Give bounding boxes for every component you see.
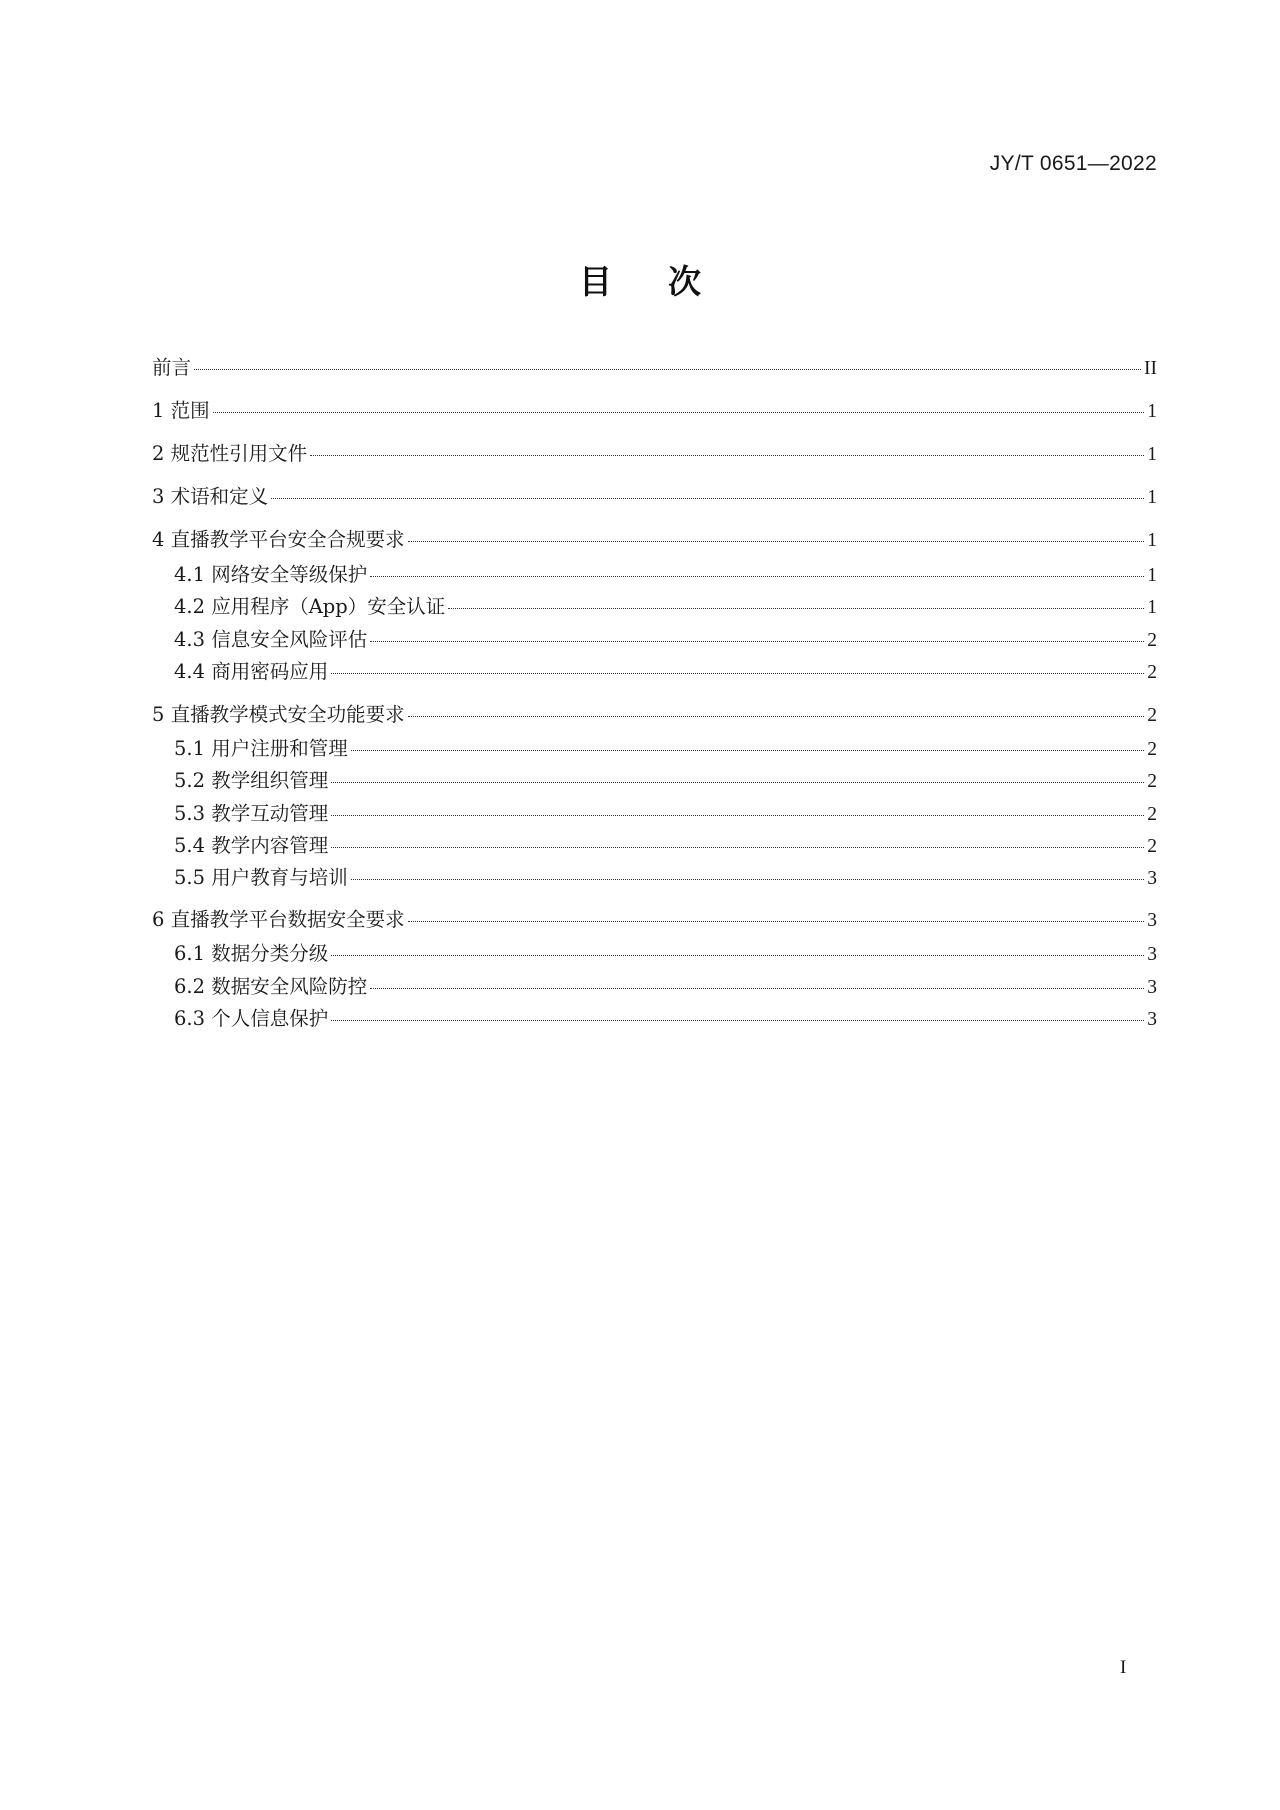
toc-entry-page: 2 bbox=[1147, 662, 1157, 683]
toc-entry-page: 3 bbox=[1147, 977, 1157, 998]
toc-entry-label: 4.4 商用密码应用 bbox=[174, 660, 329, 683]
toc-entry[interactable] bbox=[174, 974, 1157, 1001]
toc-entry-page: 1 bbox=[1147, 565, 1157, 586]
toc-entry-label: 4.2 应用程序（App）安全认证 bbox=[174, 595, 446, 618]
toc-leader-dots bbox=[370, 576, 1144, 577]
toc-leader-dots bbox=[331, 955, 1144, 956]
toc-entry[interactable] bbox=[174, 941, 1157, 968]
toc-entry-page: 2 bbox=[1147, 630, 1157, 651]
toc-entry-page: 2 bbox=[1147, 739, 1157, 760]
toc-leader-dots bbox=[448, 608, 1144, 609]
toc-leader-dots bbox=[310, 455, 1144, 456]
toc-entry-page: 1 bbox=[1147, 444, 1157, 465]
toc-entry[interactable] bbox=[174, 594, 1157, 621]
toc-entry[interactable] bbox=[174, 659, 1157, 686]
toc-leader-dots bbox=[331, 847, 1144, 848]
toc-entry[interactable] bbox=[174, 1006, 1157, 1033]
toc-entry-label: 5.2 教学组织管理 bbox=[174, 769, 329, 792]
toc-entry-page: 2 bbox=[1147, 771, 1157, 792]
toc-entry-label: 4 直播教学平台安全合规要求 bbox=[152, 528, 405, 551]
toc-entry[interactable] bbox=[174, 865, 1157, 892]
toc-entry-label: 3 术语和定义 bbox=[152, 485, 269, 508]
toc-entry-page: 3 bbox=[1147, 944, 1157, 965]
toc-entry-label: 6.1 数据分类分级 bbox=[174, 942, 329, 965]
toc-entry-page: II bbox=[1144, 358, 1157, 379]
document-code: JY/T 0651—2022 bbox=[989, 152, 1157, 175]
toc-entry-label: 5.3 教学互动管理 bbox=[174, 802, 329, 825]
toc-entry[interactable] bbox=[152, 702, 1157, 729]
toc-entry-label: 5.4 教学内容管理 bbox=[174, 834, 329, 857]
page-title: 目次 bbox=[579, 262, 757, 301]
toc-entry-page: 2 bbox=[1147, 836, 1157, 857]
toc-leader-dots bbox=[370, 641, 1144, 642]
toc-leader-dots bbox=[194, 369, 1141, 370]
toc-leader-dots bbox=[408, 716, 1145, 717]
toc-entry-page: 1 bbox=[1147, 597, 1157, 618]
toc-entry-label: 4.1 网络安全等级保护 bbox=[174, 563, 368, 586]
toc-leader-dots bbox=[213, 412, 1145, 413]
toc-entry[interactable] bbox=[152, 355, 1157, 382]
toc-entry-page: 1 bbox=[1147, 530, 1157, 551]
toc-leader-dots bbox=[271, 498, 1144, 499]
toc-entry-label: 6 直播教学平台数据安全要求 bbox=[152, 908, 405, 931]
toc-entry-label: 前言 bbox=[152, 356, 192, 379]
toc-entry-page: 3 bbox=[1147, 910, 1157, 931]
toc-entry-page: 1 bbox=[1147, 401, 1157, 422]
toc-entry[interactable] bbox=[152, 441, 1157, 468]
toc-entry[interactable] bbox=[174, 736, 1157, 763]
toc-entry-label: 6.3 个人信息保护 bbox=[174, 1007, 329, 1030]
toc-entry-page: 2 bbox=[1147, 705, 1157, 726]
toc-entry-page: 1 bbox=[1147, 487, 1157, 508]
toc-entry[interactable] bbox=[152, 907, 1157, 934]
toc-leader-dots bbox=[351, 879, 1145, 880]
toc-entry-page: 3 bbox=[1147, 1009, 1157, 1030]
toc-leader-dots bbox=[408, 921, 1145, 922]
toc-entry[interactable] bbox=[174, 627, 1157, 654]
toc-entry-label: 5.5 用户教育与培训 bbox=[174, 866, 348, 889]
toc-leader-dots bbox=[331, 1020, 1144, 1021]
toc-entry-page: 3 bbox=[1147, 868, 1157, 889]
toc-leader-dots bbox=[351, 750, 1145, 751]
toc-leader-dots bbox=[331, 782, 1144, 783]
toc-leader-dots bbox=[370, 988, 1144, 989]
toc-entry-label: 1 范围 bbox=[152, 399, 210, 422]
toc-entry[interactable] bbox=[152, 398, 1157, 425]
toc-entry[interactable] bbox=[152, 527, 1157, 554]
toc-entry[interactable] bbox=[174, 833, 1157, 860]
toc-entry-label: 4.3 信息安全风险评估 bbox=[174, 628, 368, 651]
toc-leader-dots bbox=[408, 541, 1145, 542]
toc-leader-dots bbox=[331, 815, 1144, 816]
toc-leader-dots bbox=[331, 673, 1144, 674]
toc-entry-page: 2 bbox=[1147, 804, 1157, 825]
toc-entry-label: 2 规范性引用文件 bbox=[152, 442, 308, 465]
toc-entry[interactable] bbox=[174, 768, 1157, 795]
toc-entry[interactable] bbox=[174, 801, 1157, 828]
toc-entry-label: 5 直播教学模式安全功能要求 bbox=[152, 703, 405, 726]
toc-entry-label: 6.2 数据安全风险防控 bbox=[174, 975, 368, 998]
toc-entry[interactable] bbox=[152, 484, 1157, 511]
toc-entry-label: 5.1 用户注册和管理 bbox=[174, 737, 348, 760]
page-number: I bbox=[1120, 1657, 1127, 1678]
toc-entry[interactable] bbox=[174, 562, 1157, 589]
